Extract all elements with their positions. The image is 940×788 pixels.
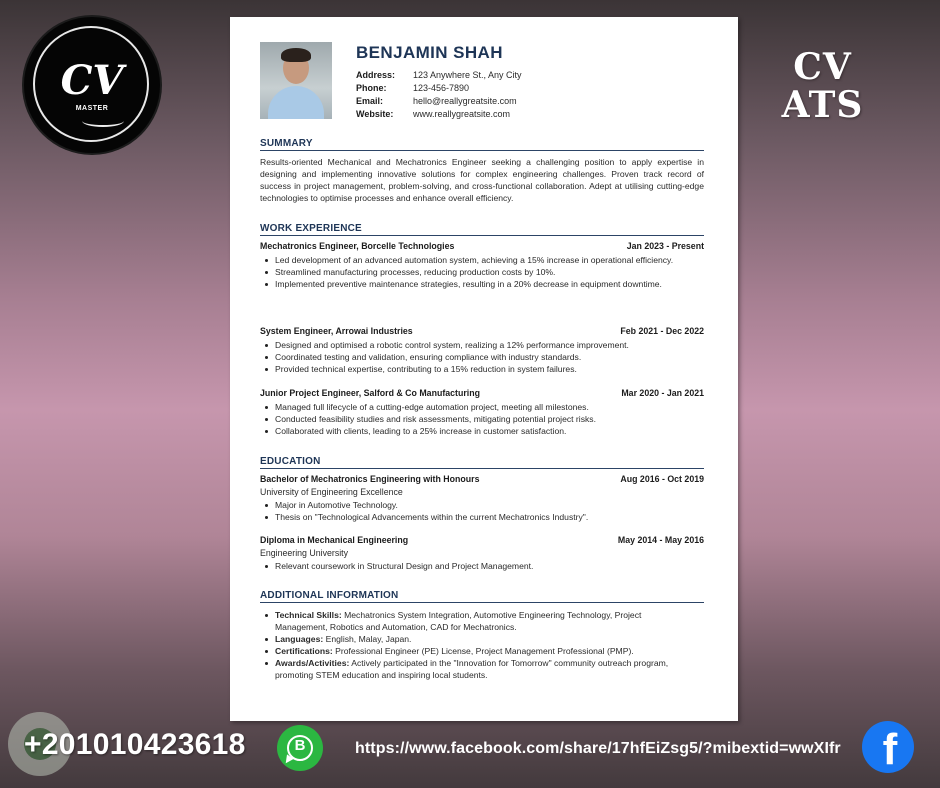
resume-sheet xyxy=(230,17,738,721)
title-line-ats: ATS xyxy=(781,84,864,126)
degree-title xyxy=(260,474,704,484)
school-name: Engineering University xyxy=(260,548,349,558)
list-item xyxy=(275,633,695,645)
list-item: Managed full lifecycle of a cutting-edge automation project, meeting all milestones. xyxy=(275,401,695,413)
contact-value: www.reallygreatsite.com xyxy=(413,109,511,119)
list-item: Collaborated with clients, leading to a 25% increase in customer satisfaction. xyxy=(275,425,695,437)
job-title-text: Mechatronics Engineer, Borcelle Technologies xyxy=(260,241,455,251)
info-label: Certifications: xyxy=(275,646,333,657)
job-title xyxy=(260,388,704,398)
facebook-icon[interactable]: f xyxy=(862,721,914,773)
contact-row xyxy=(356,82,522,95)
logo-subtext: MASTER xyxy=(75,105,109,112)
job-bullets xyxy=(275,401,695,437)
degree-title xyxy=(260,535,704,545)
cv-ats-title xyxy=(770,48,875,124)
contact-row xyxy=(356,69,522,82)
list-item xyxy=(275,609,695,633)
list-item: Conducted feasibility studies and risk assessments, mitigating potential project risks. xyxy=(275,413,695,425)
school-name: University of Engineering Excellence xyxy=(260,487,403,497)
summary-text: Results-oriented Mechanical and Mechatronics Engineer seeking a challenging position to apply expertise in designing and implementing innovative solutions for complex engineering challenges. Proven track record of success in project management, problem-solving, and cross-functional collaboration. Adept at utilising cutting-edge technologies to optimise processes and enhance overall efficiency. xyxy=(260,157,704,203)
list-item xyxy=(275,645,695,657)
additional-heading: ADDITIONAL INFORMATION xyxy=(260,590,704,603)
additional-bullets xyxy=(275,609,695,682)
job-title xyxy=(260,241,704,251)
contact-value: 123-456-7890 xyxy=(413,83,470,93)
job-title-text: System Engineer, Arrowai Industries xyxy=(260,326,413,336)
logo-swash xyxy=(82,115,124,127)
degree-text: Bachelor of Mechatronics Engineering with Honours xyxy=(260,474,480,484)
info-text: Professional Engineer (PE) License, Project Management Professional (PMP). xyxy=(332,646,634,657)
facebook-url[interactable]: https://www.facebook.com/share/17hfEiZsg5/?mibextid=wwXIfr xyxy=(355,740,841,757)
whatsapp-icon[interactable]: B xyxy=(277,725,323,771)
list-item: Major in Automotive Technology. xyxy=(275,499,695,511)
phone-number[interactable]: +201010423618 xyxy=(24,728,246,761)
degree-date: May 2014 - May 2016 xyxy=(617,535,704,545)
degree-bullets xyxy=(275,560,695,572)
list-item: Relevant coursework in Structural Design and Project Management. xyxy=(275,560,695,572)
list-item: Thesis on "Technological Advancements within the current Mechatronics Industry". xyxy=(275,511,695,523)
job-bullets xyxy=(275,254,695,290)
contact-label: Email: xyxy=(356,96,384,106)
title-line-cv: CV xyxy=(793,46,852,88)
contact-value: hello@reallygreatsite.com xyxy=(413,96,517,106)
degree-bullets xyxy=(275,499,695,523)
list-item: Provided technical expertise, contributing to a 15% reduction in system failures. xyxy=(275,363,695,375)
list-item: Implemented preventive maintenance strategies, resulting in a 20% decrease in equipment downtime. xyxy=(275,278,695,290)
info-label: Technical Skills: xyxy=(275,610,342,620)
info-text: Actively participated in the "Innovation for Tomorrow" community outreach program, promoting STEM education and inspiring local students. xyxy=(275,658,669,681)
contact-block xyxy=(356,69,522,121)
job-title-text: Junior Project Engineer, Salford & Co Manufacturing xyxy=(260,388,480,398)
list-item: Led development of an advanced automation system, achieving a 15% increase in operational efficiency. xyxy=(275,254,695,266)
list-item: Designed and optimised a robotic control system, realizing a 12% performance improvement. xyxy=(275,339,695,351)
degree-text: Diploma in Mechanical Engineering xyxy=(260,535,409,545)
list-item: Coordinated testing and validation, ensuring compliance with industry standards. xyxy=(275,351,695,363)
contact-row xyxy=(356,108,522,121)
contact-value: 123 Anywhere St., Any City xyxy=(413,70,522,80)
info-text: English, Malay, Japan. xyxy=(323,634,412,645)
contact-row xyxy=(356,95,522,108)
job-date: Mar 2020 - Jan 2021 xyxy=(621,388,704,398)
contact-label: Phone: xyxy=(356,83,387,93)
contact-label: Address: xyxy=(356,70,396,80)
list-item xyxy=(275,657,695,681)
job-bullets xyxy=(275,339,695,375)
list-item: Streamlined manufacturing processes, reducing production costs by 10%. xyxy=(275,266,695,278)
degree-date: Aug 2016 - Oct 2019 xyxy=(620,474,704,484)
resume-name: BENJAMIN SHAH xyxy=(356,43,503,62)
cv-master-logo xyxy=(24,17,160,153)
info-label: Languages: xyxy=(275,634,324,645)
logo-text: CV xyxy=(60,57,124,104)
job-date: Feb 2021 - Dec 2022 xyxy=(620,326,704,336)
education-heading: EDUCATION xyxy=(260,456,704,469)
job-title xyxy=(260,326,704,336)
job-date: Jan 2023 - Present xyxy=(626,241,704,251)
contact-label: Website: xyxy=(356,109,394,119)
info-label: Awards/Activities: xyxy=(275,658,350,669)
work-heading: WORK EXPERIENCE xyxy=(260,223,704,236)
summary-heading: SUMMARY xyxy=(260,138,704,151)
profile-photo xyxy=(260,42,332,119)
info-text: Mechatronics System Integration, Automotive Engineering Technology, Project Management, Robotics and Automation, CAD for Mechatronics. xyxy=(275,610,642,633)
